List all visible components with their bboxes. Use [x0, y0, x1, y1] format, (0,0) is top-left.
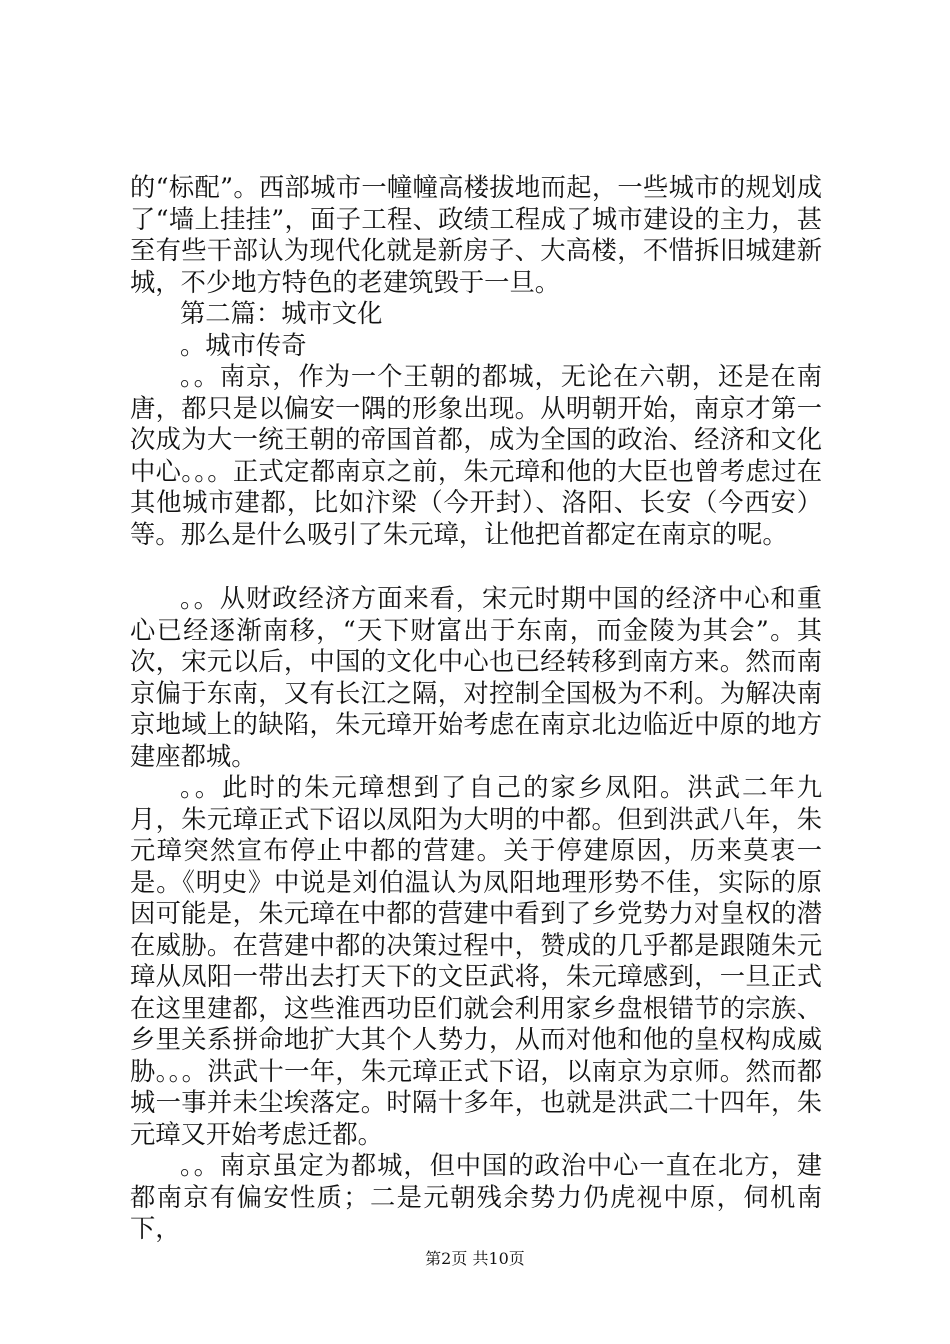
paragraph: 。。南京，作为一个王朝的都城，无论在六朝，还是在南唐，都只是以偏安一隅的形象出现。从明朝开始，南京才第一次成为大一统王朝的帝国首都，成为全国的政治、经济和文化中心。。。正式定都南京之前，朱元璋和他的大臣也曾考虑过在其他城市建都，比如汴梁（今开封）、洛阳、长安（今西安）等。那么是什么吸引了朱元璋，让他把首都定在南京的呢。	[130, 362, 822, 549]
subheading: 。城市传奇	[180, 330, 307, 360]
paragraph: 。。此时的朱元璋想到了自己的家乡凤阳。洪武二年九月，朱元璋正式下诏以凤阳为大明的中都。但到洪武八年，朱元璋突然宣布停止中都的营建。关于停建原因，历来莫衷一是。《明史》中说是刘伯温认为凤阳地理形势不佳，实际的原因可能是，朱元璋在中都的营建中看到了乡党势力对皇权的潜在威胁。在营建中都的决策过程中，赞成的几乎都是跟随朱元璋从凤阳一带出去打天下的文臣武将，朱元璋感到，一旦正式在这里建都，这些淮西功臣们就会利用家乡盘根错节的宗族、乡里关系拼命地扩大其个人势力，从而对他和他的皇权构成威胁。。。洪武十一年，朱元璋正式下诏，以南京为京师。然而都城一事并未尘埃落定。时隔十多年，也就是洪武二十四年，朱元璋又开始考虑迁都。	[130, 773, 822, 1149]
paragraph-continuation: 的“标配”。西部城市一幢幢高楼拔地而起，一些城市的规划成了“墙上挂挂”，面子工程、政绩工程成了城市建设的主力，甚至有些干部认为现代化就是新房子、大高楼，不惜拆旧城建新城，不少地方特色的老建筑毁于一旦。	[130, 173, 822, 297]
paragraph: 。。从财政经济方面来看，宋元时期中国的经济中心和重心已经逐渐南移，“天下财富出于东南，而金陵为其会”。其次，宋元以后，中国的文化中心也已经转移到南方来。然而南京偏于东南，又有长江之隔，对控制全国极为不利。为解决南京地域上的缺陷，朱元璋开始考虑在南京北边临近中原的地方建座都城。	[130, 584, 822, 771]
section-heading: 第二篇：城市文化	[180, 299, 383, 328]
paragraph: 。。南京虽定为都城，但中国的政治中心一直在北方，建都南京有偏安性质；二是元朝残余势力仍虎视中原，伺机南下，	[130, 1151, 822, 1243]
document-body	[130, 172, 822, 1245]
page-number-footer: 第2页 共10页	[425, 1249, 525, 1268]
